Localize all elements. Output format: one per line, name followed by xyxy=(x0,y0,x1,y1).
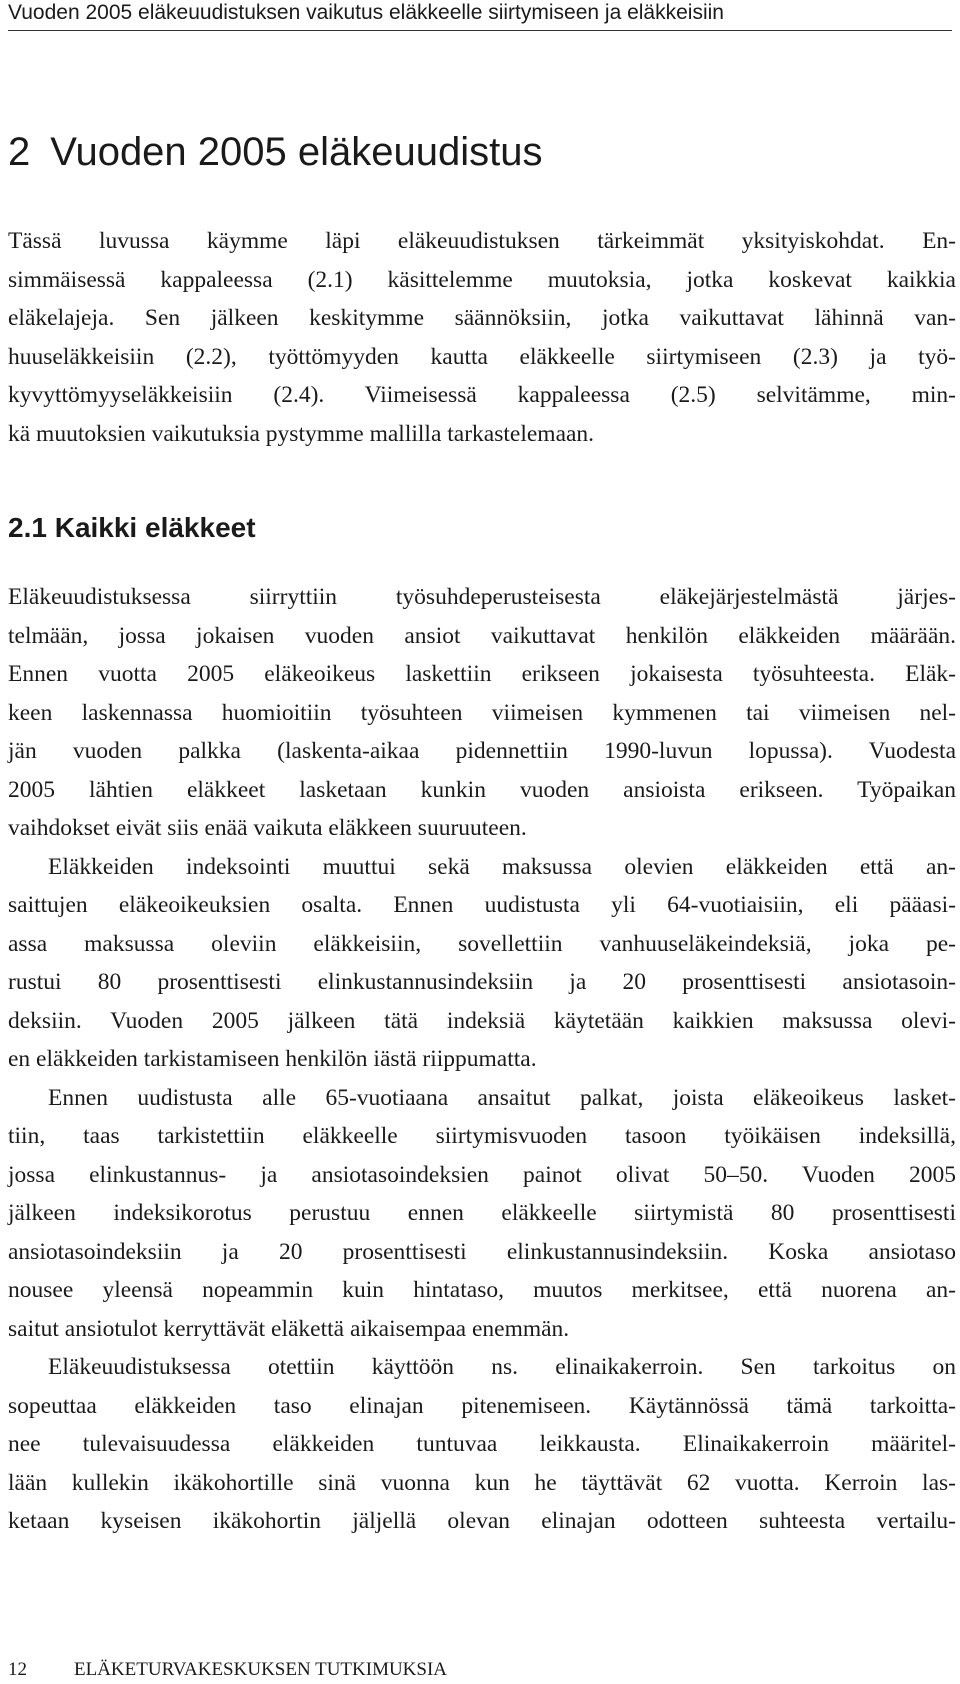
text-line: rustui 80 prosenttisesti elinkustannusindeksiin ja 20 prosenttisesti ansiotasoin- xyxy=(8,969,956,995)
paragraph-3 xyxy=(8,1079,956,1349)
text-line: deksiin. Vuoden 2005 jälkeen tätä indeksiä käytetään kaikkien maksussa olevi- xyxy=(8,1007,956,1034)
intro-paragraph xyxy=(8,222,956,453)
text-line: Eläkkeiden indeksointi muuttui sekä maksussa olevien eläkkeiden että an- xyxy=(48,853,956,880)
chapter-title xyxy=(8,128,543,176)
text-line: kä muutoksien vaikutuksia pystymme mallilla tarkastelemaan. xyxy=(8,420,595,447)
chapter-title-text: Vuoden 2005 eläkeuudistus xyxy=(50,130,543,174)
text-line: Eläkeuudistuksessa otettiin käyttöön ns. elinaikakerroin. Sen tarkoitus on xyxy=(48,1354,956,1380)
text-line: kyvyttömyyseläkkeisiin (2.4). Viimeisessä kappaleessa (2.5) selvitämme, min- xyxy=(8,382,956,408)
text-line: nousee yleensä nopeammin kuin hintataso, muutos merkitsee, että nuorena an- xyxy=(8,1277,956,1303)
text-line: Eläkeuudistuksessa siirryttiin työsuhdeperusteisesta eläkejärjestelmästä järjes- xyxy=(8,584,956,610)
running-header: Vuoden 2005 eläkeuudistuksen vaikutus eläkkeelle siirtymiseen ja eläkkeisiin xyxy=(8,1,724,24)
text-line: sopeuttaa eläkkeiden taso elinajan pitenemiseen. Käytännössä tämä tarkoitta- xyxy=(8,1392,956,1419)
section-body xyxy=(8,578,956,1541)
text-line: nee tulevaisuudessa eläkkeiden tuntuvaa leikkausta. Elinaikakerroin määritel- xyxy=(8,1431,956,1457)
paragraph-4 xyxy=(8,1348,956,1541)
section-number: 2.1 xyxy=(8,512,47,543)
section-title-text: Kaikki eläkkeet xyxy=(54,512,256,543)
text-line: tiin, taas tarkistettiin eläkkeelle siirtymisvuoden tasoon työikäisen indeksillä, xyxy=(8,1123,956,1149)
text-line: Ennen vuotta 2005 eläkeoikeus laskettiin erikseen jokaisesta työsuhteesta. Eläk- xyxy=(8,661,956,687)
chapter-number: 2 xyxy=(8,130,31,174)
page-number: 12 xyxy=(8,1659,27,1680)
text-line: Ennen uudistusta alle 65-vuotiaana ansaitut palkat, joista eläkeoikeus lasket- xyxy=(48,1084,956,1111)
text-line: keen laskennassa huomioitiin työsuhteen viimeisen kymmenen tai viimeisen nel- xyxy=(8,699,956,726)
text-line: simmäisessä kappaleessa (2.1) käsittelemme muutoksia, jotka koskevat kaikkia xyxy=(8,266,956,293)
paragraph-2 xyxy=(8,848,956,1079)
text-line: saittujen eläkeoikeuksien osalta. Ennen uudistusta yli 64-vuotiaisiin, eli pääasi- xyxy=(8,892,956,918)
text-line: lään kullekin ikäkohortille sinä vuonna kun he täyttävät 62 vuotta. Kerroin las- xyxy=(8,1469,956,1496)
text-line: vaihdokset eivät siis enää vaikuta eläkkeen suuruuteen. xyxy=(8,815,527,841)
text-line: telmään, jossa jokaisen vuoden ansiot vaikuttavat henkilön eläkkeiden määrään. xyxy=(8,622,956,649)
text-line: saitut ansiotulot kerryttävät eläkettä aikaisempaa enemmän. xyxy=(8,1315,570,1342)
text-line: ansiotasoindeksiin ja 20 prosenttisesti elinkustannusindeksiin. Koska ansiotaso xyxy=(8,1238,956,1265)
text-line: jossa elinkustannus- ja ansiotasoindeksien painot olivat 50–50. Vuoden 2005 xyxy=(8,1161,956,1188)
text-line: eläkelajeja. Sen jälkeen keskitymme säännöksiin, jotka vaikuttavat lähinnä van- xyxy=(8,305,956,331)
section-title xyxy=(8,510,256,546)
running-footer xyxy=(8,1658,447,1682)
publication-name: ELÄKETURVAKESKUKSEN TUTKIMUKSIA xyxy=(74,1659,448,1680)
paragraph-1 xyxy=(8,578,956,848)
text-line: assa maksussa oleviin eläkkeisiin, sovellettiin vanhuuseläkeindeksiä, joka pe- xyxy=(8,930,956,957)
text-line: jälkeen indeksikorotus perustuu ennen eläkkeelle siirtymistä 80 prosenttisesti xyxy=(8,1200,956,1226)
text-line: 2005 lähtien eläkkeet lasketaan kunkin vuoden ansioista erikseen. Työpaikan xyxy=(8,776,956,803)
text-line: huuseläkkeisiin (2.2), työttömyyden kautta eläkkeelle siirtymiseen (2.3) ja työ- xyxy=(8,343,956,370)
text-line: en eläkkeiden tarkistamiseen henkilön iästä riippumatta. xyxy=(8,1046,537,1072)
text-line: ketaan kyseisen ikäkohortin jäljellä olevan elinajan odotteen suhteesta vertailu- xyxy=(8,1508,956,1534)
text-line: jän vuoden palkka (laskenta-aikaa pidennettiin 1990-luvun lopussa). Vuodesta xyxy=(8,738,956,764)
header-rule xyxy=(8,30,952,31)
text-line: Tässä luvussa käymme läpi eläkeuudistuksen tärkeimmät yksityiskohdat. En- xyxy=(8,228,956,254)
